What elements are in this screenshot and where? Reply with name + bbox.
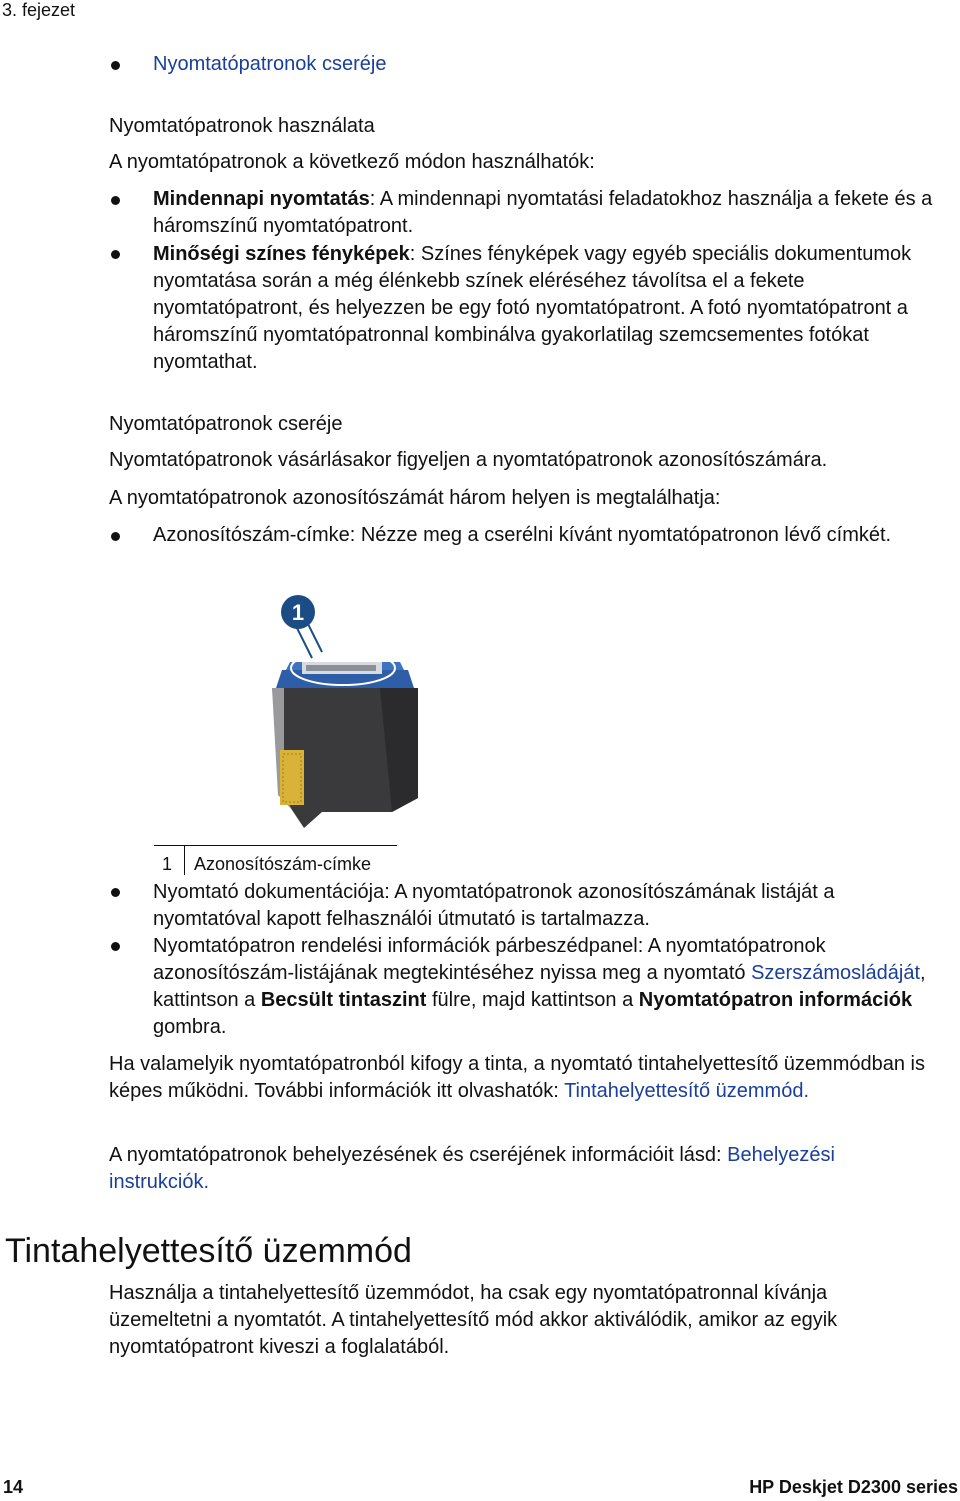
list-item-photo [153,241,958,376]
cartridge-label [280,750,304,805]
list-item-dialog [153,933,950,1041]
link-reserve-mode[interactable]: Tintahelyettesítő üzemmód [564,1080,804,1102]
link-toolbox[interactable]: Szerszámosládáját [751,962,921,984]
paragraph-reserve-mode [109,1051,950,1105]
paragraph: Használja a tintahelyettesítő üzemmódot, ha csak egy nyomtatópatronnal kívánja üzemeltetni a nyomtatót. A tintahelyettesítő mód akkor aktiválódik, amikor az egyik nyomtatópatront kiveszi a foglalatából. [109,1282,838,1358]
product-name: HP Deskjet D2300 series [749,1477,958,1497]
bullet [111,532,120,541]
item-text: , kattintson a [153,962,926,1011]
item-text: fülre, majd kattintson a [426,989,639,1011]
item-bold: Nyomtatópatron információk [638,989,913,1011]
caption-divider [184,846,185,875]
bullet [111,942,120,951]
para-text: Ha valamelyik nyomtatópatronból kifogy a tinta, a nyomtató tintahelyettesítő üzemmódban is képes működni. További információk itt olvashatók: [109,1053,925,1102]
paragraph: A nyomtatópatronok azonosítószámát három helyen is megtalálhatja: [109,487,721,509]
list-item-everyday [153,186,955,240]
figure-caption [154,845,397,876]
section-intro-usage: A nyomtatópatronok a következő módon használhatók: [109,151,595,173]
section-title-usage: Nyomtatópatronok használata [109,115,375,137]
link-period: . [803,1080,809,1102]
link-period: . [203,1171,210,1193]
link-cartridge-replace[interactable]: Nyomtatópatronok cseréje [153,53,387,75]
item-text: Nyomtatópatron rendelési információk párbeszédpanel: A nyomtatópatronok azonosítószám-listájának megtekintéséhez nyissa meg a nyomtató [153,935,826,984]
item-text: gombra. [153,1016,227,1038]
list-item-docs: Nyomtató dokumentációja: A nyomtatópatronok azonosítószámának listáját a nyomtatóval kapott felhasználói útmutató is tartalmazza. [153,881,835,930]
page-number: 14 [3,1477,24,1497]
paragraph: Nyomtatópatronok vásárlásakor figyeljen a nyomtatópatronok azonosítószámára. [109,449,828,471]
link-install-instructions[interactable]: Behelyezési instrukciók [109,1144,835,1193]
section-title-replace: Nyomtatópatronok cseréje [109,413,343,435]
item-bold: Mindennapi nyomtatás [153,188,370,210]
list-item-label: Azonosítószám-címke: Nézze meg a cserélni kívánt nyomtatópatronon lévő címkét. [153,524,892,546]
callout-number: 1 [291,600,305,625]
item-text: : A mindennapi nyomtatási feladatokhoz használja a fekete és a háromszínű nyomtatópatront. [153,188,933,237]
chapter-header: 3. fejezet [2,0,76,20]
bullet [111,61,120,70]
bullet [111,888,120,897]
bullet [111,196,120,205]
heading-reserve-mode: Tintahelyettesítő üzemmód [5,1232,412,1270]
paragraph-install [109,1142,920,1196]
caption-number: 1 [162,854,173,874]
item-bold: Minőségi színes fényképek [153,243,410,265]
cartridge-image [260,590,430,835]
para-text: A nyomtatópatronok behelyezésének és cseréjének információit lásd: [109,1144,728,1166]
item-text: : Színes fényképek vagy egyéb speciális dokumentumok nyomtatása során a még élénkebb színek eléréséhez távolítsa el a fekete nyomtatópatront, és helyezzen be egy fotó nyomtatópatront. A fotó nyomtatópatront a háromszínű nyomtatópatronnal kombinálva gyakorlatilag szemcsementes fotókat nyomtathat. [153,243,912,373]
item-bold: Becsült tintaszint [260,989,427,1011]
bullet [111,250,120,259]
caption-label: Azonosítószám-címke [194,854,372,874]
